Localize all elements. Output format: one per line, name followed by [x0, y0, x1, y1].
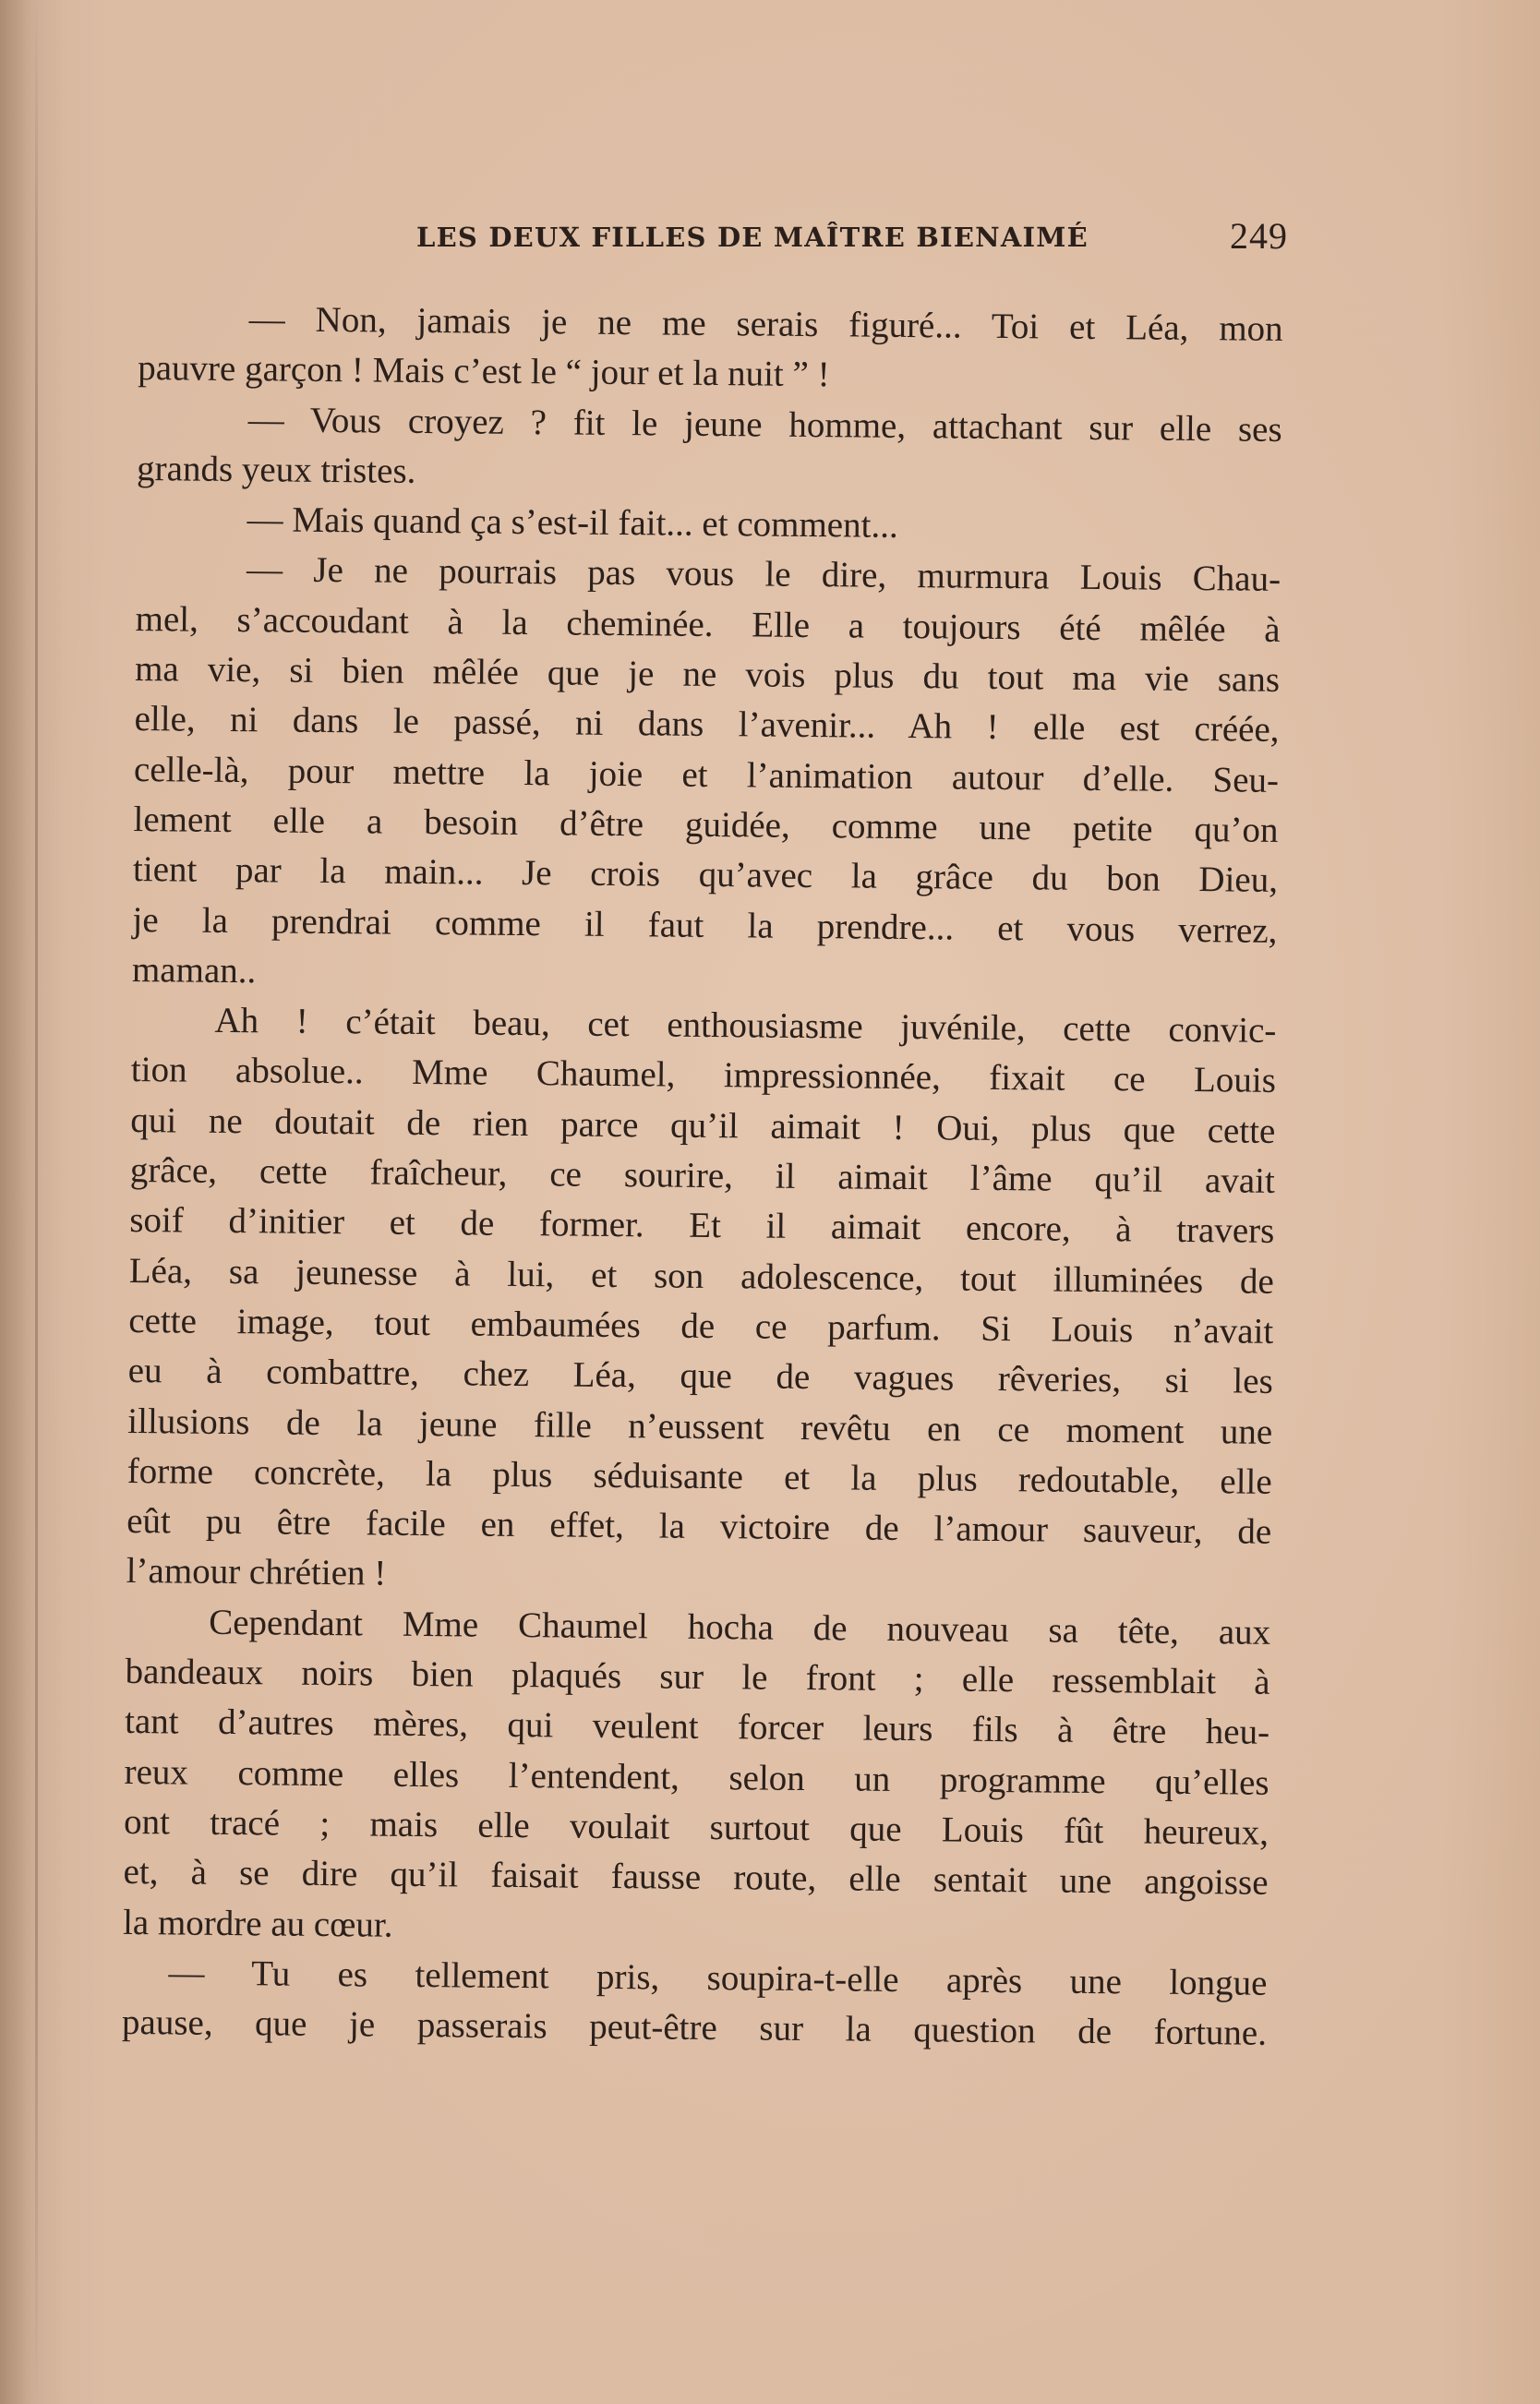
- gutter-shadow: [0, 0, 65, 2404]
- text-line: mel, s’accoudant à la cheminée. Elle a toujours été mêlée à: [135, 598, 1281, 650]
- text-line: l’amour chrétien !: [126, 1551, 387, 1594]
- running-title: LES DEUX FILLES DE MAÎTRE BIENAIMÉ: [416, 222, 1089, 253]
- text-line: maman..: [131, 949, 257, 992]
- text-line: pauvre garçon ! Mais c’est le “ jour et la nuit ” !: [138, 348, 830, 395]
- text-line: bandeaux noirs bien plaqués sur le front ; elle ressemblait à: [125, 1651, 1270, 1702]
- text-line: ma vie, si bien mêlée que je ne vois plus du tout ma vie sans: [134, 649, 1281, 700]
- text-line: eût pu être facile en effet, la victoire de l’amour sauveur, de: [126, 1501, 1272, 1552]
- page-number: 249: [1230, 215, 1288, 257]
- text-line: eu à combattre, chez Léa, que de vagues rêveries, si les: [127, 1351, 1273, 1402]
- text-line: cette image, tout embaumées de ce parfum. Si Louis n’avait: [128, 1300, 1274, 1352]
- text-line: forme concrète, la plus séduisante et la plus redoutable, elle: [126, 1450, 1272, 1502]
- text-line: lement elle a besoin d’être guidée, comme une petite qu’on: [133, 799, 1279, 850]
- text-line: reux comme elles l’entendent, selon un programme qu’elles: [124, 1751, 1269, 1803]
- body-text: [122, 294, 1283, 2059]
- text-line: — Vous croyez ? fit le jeune homme, attachant sur elle ses: [247, 399, 1282, 450]
- text-line: qui ne doutait de rien parce qu’il aimait ! Oui, plus que cette: [130, 1100, 1276, 1151]
- text-line: Ah ! c’était beau, cet enthousiasme juvénile, cette convic-: [214, 1000, 1277, 1052]
- text-line: — Je ne pourrais pas vous le dire, murmura Louis Chau-: [246, 549, 1281, 600]
- text-line: la mordre au cœur.: [122, 1902, 393, 1945]
- page-header: [199, 214, 1288, 270]
- text-line: Cependant Mme Chaumel hocha de nouveau sa tête, aux: [208, 1602, 1271, 1653]
- text-line: grands yeux tristes.: [136, 448, 416, 491]
- text-line: tant d’autres mères, qui veulent forcer leurs fils à être heu-: [124, 1701, 1270, 1753]
- text-line: soif d’initier et de former. Et il aimait encore, à travers: [129, 1200, 1275, 1252]
- text-line: et, à se dire qu’il faisait fausse route, elle sentait une angoisse: [123, 1852, 1269, 1904]
- text-line: grâce, cette fraîcheur, ce sourire, il aimait l’âme qu’il avait: [129, 1150, 1276, 1201]
- text-line: illusions de la jeune fille n’eussent revêtu en ce moment une: [127, 1400, 1273, 1452]
- text-line: celle-là, pour mettre la joie et l’animation autour d’elle. Seu-: [133, 749, 1280, 800]
- text-line: pause, que je passerais peut-être sur la question de fortune.: [121, 2002, 1268, 2053]
- text-line: Léa, sa jeunesse à lui, et son adolescence, tout illuminées de: [128, 1250, 1274, 1302]
- text-line: je la prendrai comme il faut la prendre... et vous verrez,: [132, 899, 1278, 951]
- text-line: — Non, jamais je ne me serais figuré... Toi et Léa, mon: [248, 299, 1283, 349]
- page-fold-line: [35, 0, 38, 2404]
- text-line: ont tracé ; mais elle voulait surtout que Louis fût heureux,: [123, 1801, 1269, 1853]
- text-line: tient par la main... Je crois qu’avec la grâce du bon Dieu,: [132, 849, 1279, 901]
- text-line: tion absolue.. Mme Chaumel, impressionnée, fixait ce Louis: [130, 1050, 1277, 1101]
- text-line: elle, ni dans le passé, ni dans l’avenir... Ah ! elle est créée,: [134, 699, 1280, 751]
- text-line: — Tu es tellement pris, soupira-t-elle après une longue: [168, 1953, 1268, 2003]
- text-line: — Mais quand ça s’est-il fait... et comment...: [247, 499, 898, 547]
